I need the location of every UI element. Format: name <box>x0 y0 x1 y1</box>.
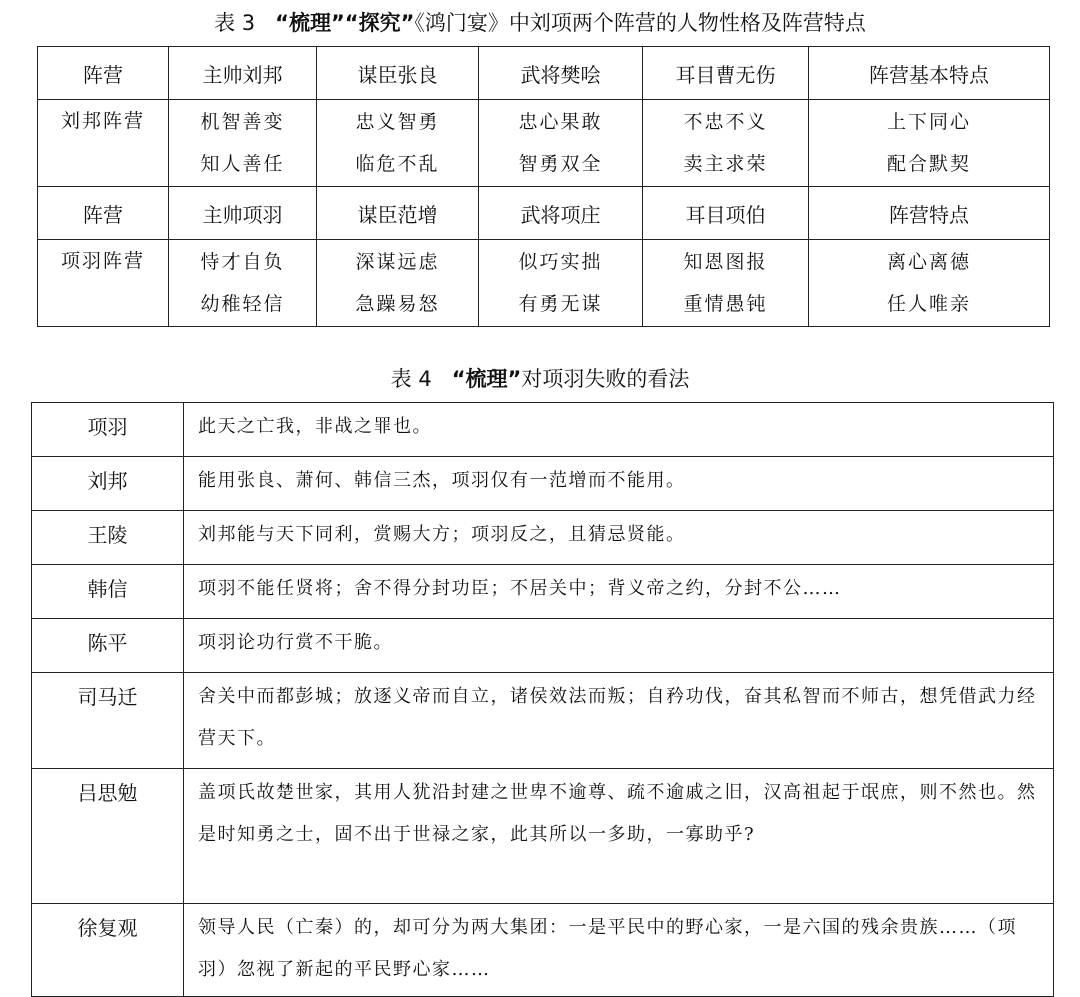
trait-line: 似巧实拙 <box>518 251 603 273</box>
table-row <box>32 403 1054 457</box>
table3-header-cell: 阵营 <box>38 47 169 100</box>
table3-trait-cell <box>809 240 1050 327</box>
person-name: 吕思勉 <box>32 769 184 904</box>
trait-line: 忠心果敢 <box>518 111 603 133</box>
table-row <box>32 673 1054 769</box>
table3-header-cell: 谋臣张良 <box>317 47 479 100</box>
table4-views-on-xiangyu <box>31 402 1054 997</box>
table3-header-cell: 阵营 <box>38 187 169 240</box>
person-name: 司马迁 <box>32 673 184 769</box>
table3-header-cell: 谋臣范增 <box>317 187 479 240</box>
table3-row-xiang <box>38 240 1050 327</box>
person-name: 陈平 <box>32 619 184 673</box>
table3-trait-cell <box>169 100 317 187</box>
table3-camp-name: 项羽阵营 <box>38 240 169 327</box>
trait-line: 临危不乱 <box>355 153 440 175</box>
person-name: 刘邦 <box>32 457 184 511</box>
trait-line: 急躁易怒 <box>355 293 440 315</box>
trait-line: 知恩图报 <box>683 251 768 273</box>
view-text: 舍关中而都彭城；放逐义帝而自立，诸侯效法而叛；自矜功伐，奋其私智而不师古，想凭借武力经营天下。 <box>184 673 1054 769</box>
table-row <box>32 565 1054 619</box>
trait-line: 任人唯亲 <box>886 293 971 315</box>
view-text: 盖项氏故楚世家，其用人犹沿封建之世卑不逾尊、疏不逾戚之旧，汉高祖起于氓庶，则不然也。然是时知勇之士，固不出于世禄之家，此其所以一多助，一寡助乎? <box>184 769 1054 904</box>
view-text: 能用张良、萧何、韩信三杰，项羽仅有一范增而不能用。 <box>184 457 1054 511</box>
table3-header-cell: 耳目项伯 <box>643 187 809 240</box>
table-row <box>32 619 1054 673</box>
table3-trait-cell <box>643 240 809 327</box>
person-name: 徐复观 <box>32 904 184 997</box>
table4-caption-title: 对项羽失败的看法 <box>521 367 690 391</box>
table3-header-cell: 主帅项羽 <box>169 187 317 240</box>
trait-line: 配合默契 <box>886 153 971 175</box>
table4-caption <box>0 364 1080 394</box>
view-text: 此天之亡我，非战之罪也。 <box>184 403 1054 457</box>
table-row <box>32 904 1054 997</box>
person-name: 韩信 <box>32 565 184 619</box>
view-text: 领导人民（亡秦）的，却可分为两大集团：一是平民中的野心家，一是六国的残余贵族……（项羽）忽视了新起的平民野心家…… <box>184 904 1054 997</box>
table3-header-cell: 武将樊哙 <box>479 47 643 100</box>
table4-caption-quote: “梳理” <box>451 367 522 391</box>
view-text: 项羽不能任贤将；舍不得分封功臣；不居关中；背义帝之约，分封不公…… <box>184 565 1054 619</box>
table3-trait-cell <box>479 100 643 187</box>
table3-header-row-liu <box>38 47 1050 100</box>
trait-line: 智勇双全 <box>518 153 603 175</box>
table3-trait-cell <box>317 100 479 187</box>
table3-caption-quote: “梳理”“探究” <box>275 11 415 35</box>
trait-line: 机智善变 <box>200 111 285 133</box>
trait-line: 卖主求荣 <box>683 153 768 175</box>
table3-trait-cell <box>317 240 479 327</box>
trait-line: 知人善任 <box>200 153 285 175</box>
table3-trait-cell <box>479 240 643 327</box>
table3-trait-cell <box>169 240 317 327</box>
table3-header-cell: 耳目曹无伤 <box>643 47 809 100</box>
trait-line: 上下同心 <box>886 111 971 133</box>
trait-line: 忠义智勇 <box>355 111 440 133</box>
view-text: 刘邦能与天下同利，赏赐大方；项羽反之，且猜忌贤能。 <box>184 511 1054 565</box>
table3-header-row-xiang <box>38 187 1050 240</box>
table3-camp-characters <box>37 46 1050 327</box>
trait-line: 不忠不义 <box>683 111 768 133</box>
trait-line: 深谋远虑 <box>355 251 440 273</box>
trait-line: 幼稚轻信 <box>200 293 285 315</box>
table3-caption-title: 《鸿门宴》中刘项两个阵营的人物性格及阵营特点 <box>414 11 866 35</box>
table3-header-cell: 武将项庄 <box>479 187 643 240</box>
trait-line: 恃才自负 <box>200 251 285 273</box>
table-row <box>32 457 1054 511</box>
table-row <box>32 511 1054 565</box>
trait-line: 有勇无谋 <box>518 293 603 315</box>
table3-row-liu <box>38 100 1050 187</box>
table4-caption-number: 表 4 <box>390 367 432 391</box>
person-name: 王陵 <box>32 511 184 565</box>
table3-trait-cell <box>643 100 809 187</box>
table-row <box>32 769 1054 904</box>
table3-camp-name: 刘邦阵营 <box>38 100 169 187</box>
trait-line: 重情愚钝 <box>683 293 768 315</box>
trait-line: 离心离德 <box>886 251 971 273</box>
table3-header-cell: 主帅刘邦 <box>169 47 317 100</box>
table3-header-cell: 阵营特点 <box>809 187 1050 240</box>
table3-caption <box>0 8 1080 38</box>
table3-caption-number: 表 3 <box>214 11 256 35</box>
table3-header-cell: 阵营基本特点 <box>809 47 1050 100</box>
view-text: 项羽论功行赏不干脆。 <box>184 619 1054 673</box>
table3-trait-cell <box>809 100 1050 187</box>
person-name: 项羽 <box>32 403 184 457</box>
